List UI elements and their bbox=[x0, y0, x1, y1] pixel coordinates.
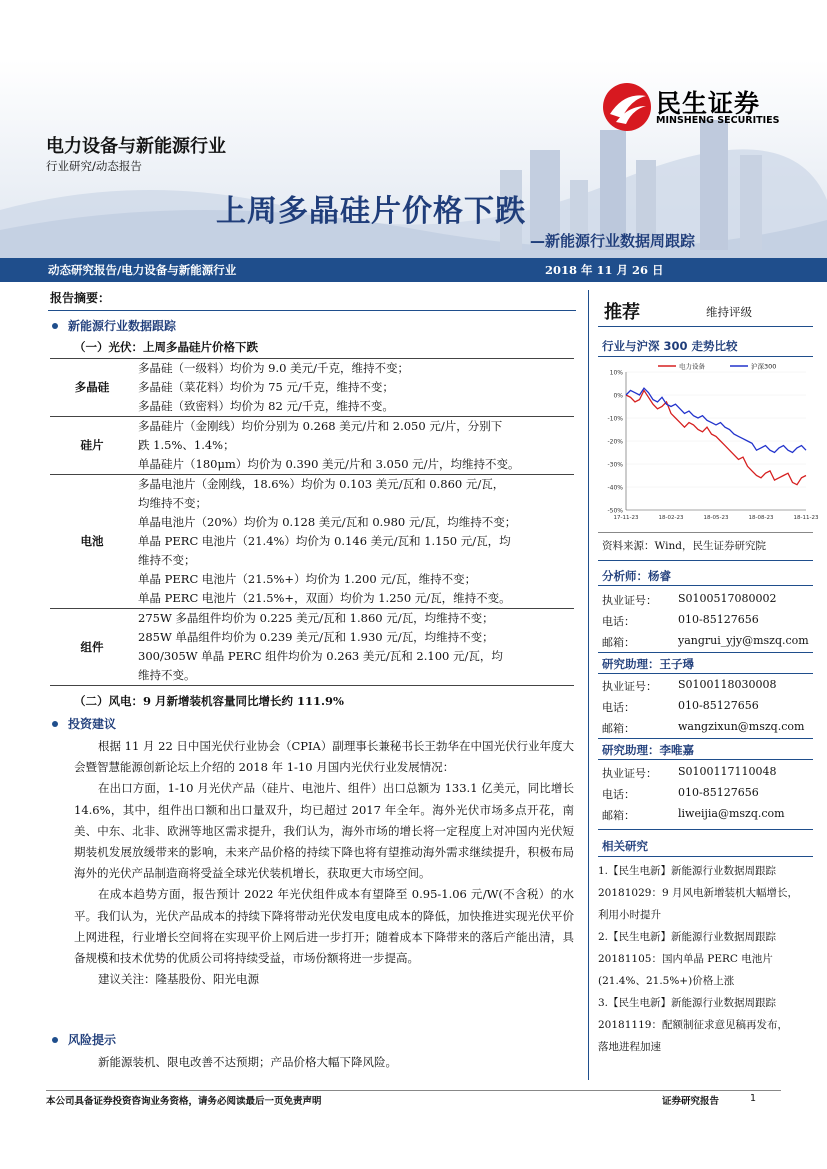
desc-line: 单晶 PERC 电池片（21.5%+）均价为 1.200 元/瓦，维持不变； bbox=[138, 572, 477, 586]
y-tick-label: -30% bbox=[607, 461, 623, 469]
list-item[interactable] bbox=[598, 992, 816, 1058]
legend-label: 沪深300 bbox=[751, 362, 777, 371]
analyst-email-label: 邮箱： bbox=[602, 636, 635, 649]
analyst-title: 分析师：杨睿 bbox=[602, 569, 671, 583]
bullet-icon bbox=[52, 721, 58, 727]
logo-text-cn: 民生证券 bbox=[656, 89, 761, 118]
assistant2-email[interactable]: liweijia@mszq.com bbox=[678, 807, 785, 820]
trend-chart bbox=[598, 358, 819, 528]
row-category: 多晶硅 bbox=[74, 380, 110, 394]
divider bbox=[598, 829, 813, 830]
section-risk: 风险提示 bbox=[68, 1033, 117, 1047]
table-row bbox=[50, 359, 574, 417]
assistant1-license: S0100118030008 bbox=[678, 678, 777, 691]
desc-line: 单晶电池片（20%）均价为 0.128 美元/瓦和 0.980 元/瓦，均维持不变； bbox=[138, 515, 517, 529]
chart-source: 资料来源：Wind，民生证券研究院 bbox=[602, 540, 766, 552]
rating-value: 推荐 bbox=[604, 302, 640, 323]
related-line: (21.4%、21.5%+)价格上涨 bbox=[598, 975, 735, 987]
report-type: 行业研究/动态报告 bbox=[46, 159, 142, 173]
assistant2-phone: 010-85127656 bbox=[678, 786, 759, 799]
x-tick-label: 18-11-23 bbox=[793, 515, 819, 521]
desc-line: 维持不变； bbox=[138, 553, 196, 567]
analyst-phone-label: 电话： bbox=[602, 615, 635, 628]
legend-label: 电力设备 bbox=[679, 362, 705, 371]
divider bbox=[598, 759, 813, 760]
divider bbox=[598, 673, 813, 674]
pv-section-title: （一）光伏：上周多晶硅片价格下跌 bbox=[74, 340, 258, 354]
paragraph: 建议关注：隆基股份、阳光电源 bbox=[98, 972, 259, 987]
series-line-1 bbox=[626, 388, 806, 452]
y-tick-label: 10% bbox=[609, 369, 623, 377]
x-tick-label: 18-05-23 bbox=[703, 515, 729, 521]
analyst-license: S0100517080002 bbox=[678, 592, 777, 605]
y-tick-label: -20% bbox=[607, 438, 623, 446]
footer-divider bbox=[46, 1090, 781, 1091]
related-line: 1.【民生电新】新能源行业数据周跟踪 bbox=[598, 865, 777, 877]
related-line: 利用小时提升 bbox=[598, 909, 661, 921]
investment-body bbox=[74, 736, 574, 990]
page-subtitle: —新能源行业数据周跟踪 bbox=[530, 232, 696, 250]
row-description bbox=[134, 475, 574, 609]
wind-section-title: （二）风电：9 月新增装机容量同比增长约 111.9% bbox=[74, 694, 344, 708]
analyst-license-label: 执业证号： bbox=[602, 594, 657, 607]
related-line: 3.【民生电新】新能源行业数据周跟踪 bbox=[598, 997, 777, 1009]
table-row bbox=[50, 417, 574, 475]
footer-label: 证券研究报告 bbox=[662, 1096, 720, 1107]
page-title: 上周多晶硅片价格下跌 bbox=[216, 194, 526, 229]
band-category: 动态研究报告/电力设备与新能源行业 bbox=[48, 263, 237, 277]
assistant2-phone-label: 电话： bbox=[602, 788, 635, 801]
paragraph: 在出口方面，1-10 月光伏产品（硅片、电池片、组件）出口总额为 133.1 亿美元，同比增长 14.6%，其中，组件出口额和出口量双升，均已超过 2017 年全年。海外光伏市场多点开花，南美、中东、北非、欧洲等地区需求提升，我们认为，海外市场的增长将一定程度上对冲国内光伏短期装机发展放缓带来的影响，未来产品价格的持续下降也将有望推动海外需求继续提升，积极布局海外的光伏产品制造商将受益全球光伏装机增长，获取更大市场空间。 bbox=[74, 781, 574, 881]
report-date: 2018 年 11 月 26 日 bbox=[545, 263, 664, 277]
related-line: 2.【民生电新】新能源行业数据周跟踪 bbox=[598, 931, 777, 943]
desc-line: 300/305W 单晶 PERC 组件均价为 0.263 美元/瓦和 2.100 元/瓦，均 bbox=[138, 649, 503, 663]
desc-line: 多晶硅（一级料）均价为 9.0 美元/千克，维持不变； bbox=[138, 361, 409, 375]
assistant2-license: S0100117110048 bbox=[678, 765, 777, 778]
desc-line: 维持不变。 bbox=[138, 668, 196, 682]
row-category: 硅片 bbox=[80, 438, 104, 452]
related-list bbox=[598, 860, 816, 1058]
desc-line: 275W 多晶组件均价为 0.225 美元/瓦和 1.860 元/瓦，均维持不变； bbox=[138, 611, 494, 625]
footer-disclaimer: 本公司具备证券投资咨询业务资格，请务必阅读最后一页免责声明 bbox=[46, 1096, 322, 1107]
divider bbox=[598, 856, 813, 857]
desc-line: 单晶硅片（180μm）均价为 0.390 美元/片和 3.050 元/片，均维持不变。 bbox=[138, 457, 520, 471]
series-line-0 bbox=[626, 390, 806, 484]
divider bbox=[598, 652, 813, 653]
row-category: 组件 bbox=[80, 639, 104, 654]
divider bbox=[598, 532, 813, 533]
assistant1-phone: 010-85127656 bbox=[678, 699, 759, 712]
related-title: 相关研究 bbox=[602, 839, 648, 853]
assistant1-email-label: 邮箱： bbox=[602, 722, 635, 735]
bullet-icon bbox=[52, 323, 58, 329]
paragraph: 在成本趋势方面，报告预计 2022 年光伏组件成本有望降至 0.95-1.06 元/W(不含税）的水平。我们认为，光伏产品成本的持续下降将带动光伏发电度电成本的降低，加快推进实现光伏平价上网进程，行业增长空间将在实现平价上网后进一步打开；随着成本下降带来的落后产能出清，具备规模和技术优势的优质公司将持续受益，市场份额将进一步提高。 bbox=[74, 887, 574, 966]
divider bbox=[598, 356, 813, 357]
risk-text: 新能源装机、限电改善不达预期；产品价格大幅下降风险。 bbox=[98, 1055, 397, 1069]
row-description bbox=[134, 609, 574, 686]
analyst-email[interactable]: yangrui_yjy@mszq.com bbox=[678, 634, 809, 647]
table-row bbox=[50, 475, 574, 609]
x-tick-label: 17-11-23 bbox=[613, 515, 639, 521]
x-tick-label: 18-08-23 bbox=[748, 515, 774, 521]
column-divider bbox=[588, 290, 589, 1080]
assistant1-title: 研究助理：王子璕 bbox=[602, 657, 694, 671]
assistant2-email-label: 邮箱： bbox=[602, 809, 635, 822]
page-number: 1 bbox=[750, 1093, 757, 1104]
abstract-title: 报告摘要： bbox=[50, 291, 111, 305]
list-item[interactable] bbox=[598, 926, 816, 992]
chart-title: 行业与沪深 300 走势比较 bbox=[602, 339, 738, 353]
y-tick-label: -50% bbox=[607, 507, 623, 515]
y-tick-label: 0% bbox=[613, 392, 623, 400]
divider bbox=[598, 738, 813, 739]
rating-desc: 维持评级 bbox=[706, 305, 752, 319]
divider bbox=[598, 560, 813, 561]
assistant2-license-label: 执业证号： bbox=[602, 767, 657, 780]
y-tick-label: -10% bbox=[607, 415, 623, 423]
assistant1-email[interactable]: wangzixun@mszq.com bbox=[678, 720, 805, 733]
section-data-tracking: 新能源行业数据跟踪 bbox=[68, 319, 177, 333]
x-tick-label: 18-02-23 bbox=[658, 515, 684, 521]
y-tick-label: -40% bbox=[607, 484, 623, 492]
desc-line: 多晶电池片（金刚线，18.6%）均价为 0.103 美元/瓦和 0.860 元/瓦， bbox=[138, 477, 505, 491]
desc-line: 多晶硅片（金刚线）均价分别为 0.268 美元/片和 2.050 元/片，分别下 bbox=[138, 419, 503, 433]
assistant1-phone-label: 电话： bbox=[602, 701, 635, 714]
pv-price-table bbox=[50, 358, 574, 686]
logo bbox=[602, 82, 802, 132]
assistant2-title: 研究助理：李唯嘉 bbox=[602, 743, 694, 757]
assistant1-license-label: 执业证号： bbox=[602, 680, 657, 693]
bullet-icon bbox=[52, 1037, 58, 1043]
section-investment: 投资建议 bbox=[68, 717, 117, 731]
row-category: 电池 bbox=[80, 534, 104, 548]
table-row bbox=[50, 609, 574, 686]
abstract-divider bbox=[48, 310, 576, 311]
related-line: 20181029：9 月风电新增装机大幅增长， bbox=[598, 887, 798, 899]
industry-name: 电力设备与新能源行业 bbox=[46, 136, 226, 157]
desc-line: 均维持不变； bbox=[138, 496, 207, 510]
related-line: 20181105：国内单晶 PERC 电池片 bbox=[598, 953, 773, 965]
list-item[interactable] bbox=[598, 860, 816, 926]
divider bbox=[598, 585, 813, 586]
logo-text-en: MINSHENG SECURITIES bbox=[656, 115, 780, 126]
desc-line: 多晶硅（菜花料）均价为 75 元/千克，维持不变； bbox=[138, 380, 394, 394]
desc-line: 跌 1.5%、1.4%； bbox=[138, 438, 235, 452]
row-description bbox=[134, 417, 574, 475]
divider bbox=[598, 326, 813, 327]
desc-line: 多晶硅（致密料）均价为 82 元/千克，维持不变。 bbox=[138, 399, 394, 413]
logo-emblem-icon bbox=[602, 82, 652, 132]
paragraph: 根据 11 月 22 日中国光伏行业协会（CPIA）副理事长兼秘书长王勃华在中国光伏行业年度大会暨智慧能源创新论坛上介绍的 2018 年 1-10 月国内光伏行业发展情况： bbox=[74, 739, 574, 775]
related-line: 20181119：配额制征求意见稿再发布， bbox=[598, 1019, 788, 1031]
analyst-phone: 010-85127656 bbox=[678, 613, 759, 626]
desc-line: 单晶 PERC 电池片（21.5%+，双面）均价为 1.250 元/瓦，维持不变。 bbox=[138, 591, 511, 605]
desc-line: 285W 单晶组件均价为 0.239 美元/瓦和 1.930 元/瓦，均维持不变； bbox=[138, 630, 494, 644]
row-description bbox=[134, 359, 574, 417]
related-line: 落地进程加速 bbox=[598, 1041, 661, 1053]
desc-line: 单晶 PERC 电池片（21.4%）均价为 0.146 美元/瓦和 1.150 元/瓦，均 bbox=[138, 534, 511, 548]
